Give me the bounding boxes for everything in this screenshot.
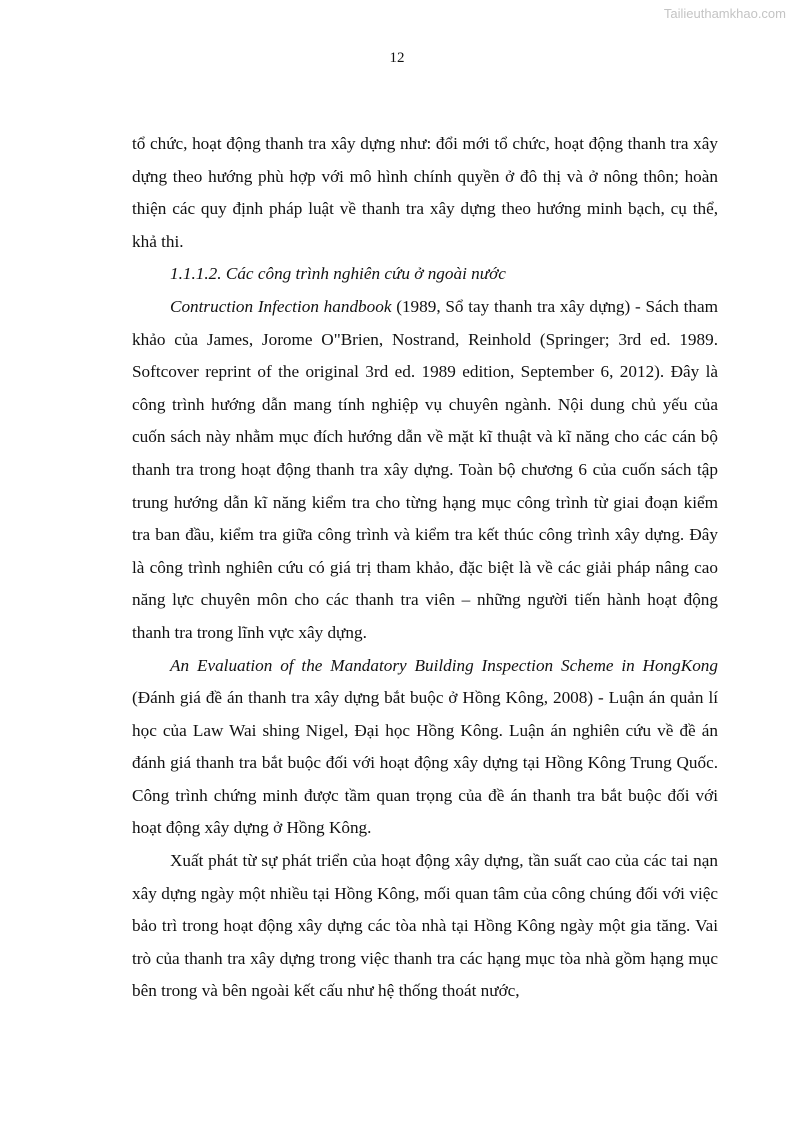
document-body — [132, 128, 718, 1008]
watermark: Tailieuthamkhao.com — [663, 6, 786, 21]
thesis-title: An Evaluation of the Mandatory Building Inspection Scheme in HongKong — [170, 655, 718, 675]
book-title: Contruction Infection handbook — [170, 296, 392, 316]
paragraph-3-text: (Đánh giá đề án thanh tra xây dựng bắt buộc ở Hồng Kông, 2008) - Luận án quản lí học của Law Wai shing Nigel, Đại học Hồng Kông. Luận án nghiên cứu về đề án đánh giá thanh tra bắt buộc đối với hoạt động xây dựng tại Hồng Kông Trung Quốc. Công trình chứng minh được tầm quan trọng của đề án thanh tra bắt buộc đối với hoạt động xây dựng ở Hồng Kông. — [132, 688, 718, 838]
paragraph-3 — [132, 650, 718, 846]
paragraph-2 — [132, 291, 718, 650]
paragraph-2-text: (1989, Sổ tay thanh tra xây dựng) - Sách tham khảo của James, Jorome O"Brien, Nostrand, Reinhold (Springer; 3rd ed. 1989. Softcover reprint of the original 3rd ed. 1989 edition, September 6, 2012). Đây là công trình hướng dẫn mang tính nghiệp vụ chuyên ngành. Nội dung chủ yếu của cuốn sách này nhằm mục đích hướng dẫn về mặt kĩ thuật và kĩ năng cho các cán bộ thanh tra trong hoạt động thanh tra xây dựng. Toàn bộ chương 6 của cuốn sách tập trung hướng dẫn kĩ năng kiểm tra cho từng hạng mục công trình từ giai đoạn kiểm tra ban đầu, kiểm tra giữa công trình và kiểm tra kết thúc công trình xây dựng. Đây là công trình nghiên cứu có giá trị tham khảo, đặc biệt là về các giải pháp nâng cao năng lực chuyên môn cho các thanh tra viên – những người tiến hành hoạt động thanh tra trong lĩnh vực xây dựng. — [132, 296, 719, 642]
paragraph-4: Xuất phát từ sự phát triển của hoạt động xây dựng, tần suất cao của các tai nạn xây dựng ngày một nhiều tại Hồng Kông, mối quan tâm của công chúng đối với việc bảo trì trong hoạt động xây dựng các tòa nhà tại Hồng Kông ngày một gia tăng. Vai trò của thanh tra xây dựng trong việc thanh tra các hạng mục tòa nhà gồm hạng mục bên trong và bên ngoài kết cấu như hệ thống thoát nước, — [132, 851, 718, 1001]
page-number: 12 — [389, 50, 405, 66]
section-heading: 1.1.1.2. Các công trình nghiên cứu ở ngoài nước — [170, 264, 506, 284]
paragraph-1: tổ chức, hoạt động thanh tra xây dựng như: đổi mới tổ chức, hoạt động thanh tra xây dựng theo hướng phù hợp với mô hình chính quyền ở đô thị và ở nông thôn; hoàn thiện các quy định pháp luật về thanh tra xây dựng theo hướng minh bạch, cụ thể, khả thi. — [132, 134, 718, 251]
